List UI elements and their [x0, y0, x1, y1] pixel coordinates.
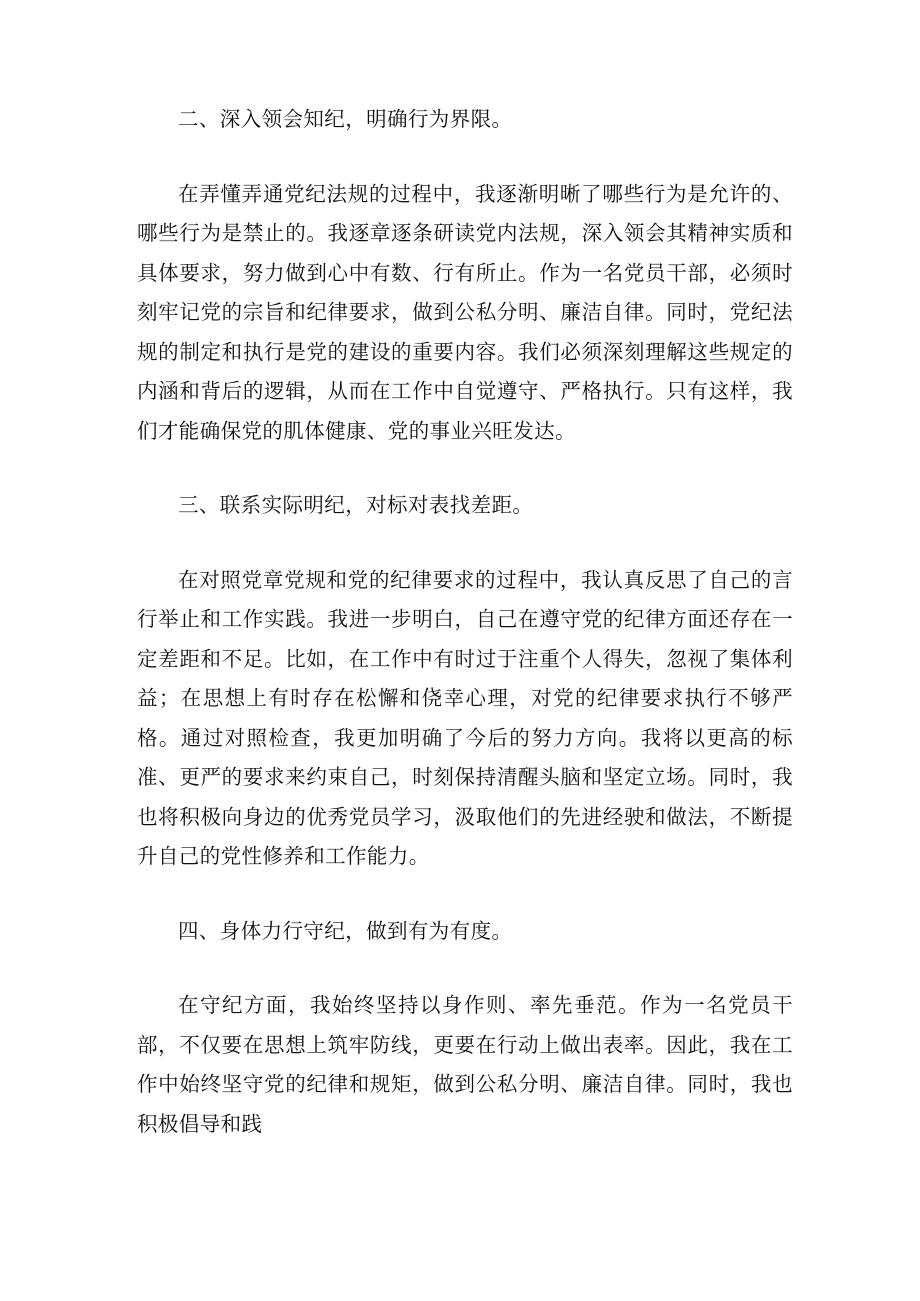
section-heading-3: 三、联系实际明纪，对标对表找差距。	[178, 493, 534, 517]
section-paragraph-4: 在守纪方面，我始终坚持以身作则、率先垂范。作为一名党员干部，不仅要在思想上筑牢防线，更要在行动上做出表率。因此，我在工作中始终坚守党的纪律和规矩，做到公私分明、廉洁自律。同时，我也积极倡导和践	[137, 993, 793, 1136]
document-body	[137, 100, 793, 1144]
section-heading-2: 二、深入领会知纪，明确行为界限。	[178, 107, 513, 131]
section-paragraph-3: 在对照党章党规和党的纪律要求的过程中，我认真反思了自己的言行举止和工作实践。我进一步明白，自己在遵守党的纪律方面还存在一定差距和不足。比如，在工作中有时过于注重个人得失，忽视了集体利益；在思想上有时存在松懈和侥幸心理，对党的纪律要求执行不够严格。通过对照检查，我更加明确了今后的努力方向。我将以更高的标准、更严的要求来约束自己，时刻保持清醒头脑和坚定立场。同时，我也将积极向身边的优秀党员学习，汲取他们的先进经驶和做法，不断提升自己的党性修养和工作能力。	[137, 567, 793, 868]
section-paragraph-2: 在弄懂弄通党纪法规的过程中，我逐渐明晰了哪些行为是允许的、哪些行为是禁止的。我逐章逐条研读党内法规，深入领会其精神实质和具体要求，努力做到心中有数、行有所止。作为一名党员干部，必须时刻牢记党的宗旨和纪律要求，做到公私分明、廉洁自律。同时，党纪法规的制定和执行是党的建设的重要内容。我们必须深刻理解这些规定的内涵和背后的逻辑，从而在工作中自觉遵守、严格执行。只有这样，我们才能确保党的肌体健康、党的事业兴旺发达。	[137, 181, 793, 443]
section-heading-4: 四、身体力行守纪，做到有为有度。	[178, 918, 513, 943]
